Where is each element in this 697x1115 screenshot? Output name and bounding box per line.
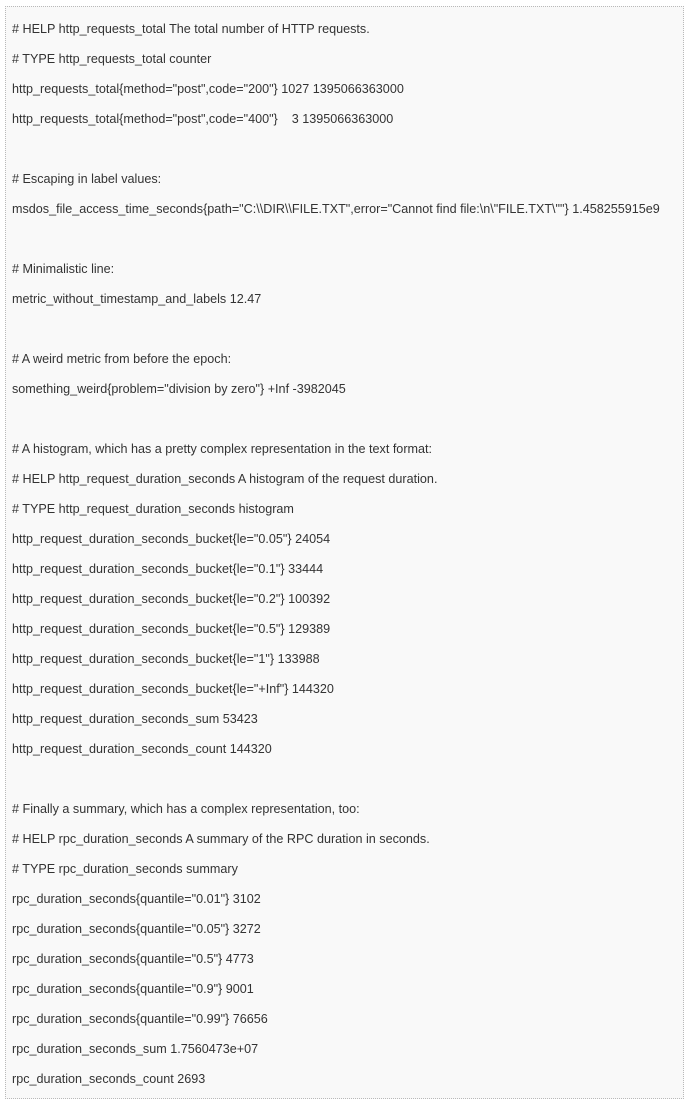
- code-line: metric_without_timestamp_and_labels 12.47: [12, 292, 262, 306]
- code-block: [5, 6, 684, 1099]
- code-line: rpc_duration_seconds{quantile="0.5"} 4773: [12, 952, 254, 966]
- code-line: # A histogram, which has a pretty complex representation in the text format:: [12, 442, 433, 456]
- code-blank-line: [12, 772, 679, 802]
- code-blank-line: [12, 232, 679, 262]
- code-line: # Minimalistic line:: [12, 262, 115, 276]
- code-line: rpc_duration_seconds{quantile="0.05"} 3272: [12, 922, 261, 936]
- code-line: http_request_duration_seconds_count 144320: [12, 742, 272, 756]
- code-line: rpc_duration_seconds{quantile="0.99"} 76656: [12, 1012, 268, 1026]
- code-line: http_request_duration_seconds_bucket{le="1"} 133988: [12, 652, 320, 666]
- code-line: rpc_duration_seconds_sum 1.7560473e+07: [12, 1042, 259, 1056]
- code-line: something_weird{problem="division by zero"} +Inf -3982045: [12, 382, 346, 396]
- code-line: # A weird metric from before the epoch:: [12, 352, 232, 366]
- code-blank-line: [12, 142, 679, 172]
- code-line: http_requests_total{method="post",code="200"} 1027 1395066363000: [12, 82, 404, 96]
- code-line: msdos_file_access_time_seconds{path="C:\\DIR\\FILE.TXT",error="Cannot find file:\n\"FILE.TXT\""} 1.458255915e9: [12, 202, 660, 216]
- code-blank-line: [12, 322, 679, 352]
- code-line: rpc_duration_seconds_count 2693: [12, 1072, 206, 1086]
- code-line: rpc_duration_seconds{quantile="0.9"} 9001: [12, 982, 254, 996]
- code-line: # HELP rpc_duration_seconds A summary of the RPC duration in seconds.: [12, 832, 430, 846]
- code-line: http_request_duration_seconds_bucket{le="0.2"} 100392: [12, 592, 331, 606]
- code-line: http_request_duration_seconds_bucket{le="0.1"} 33444: [12, 562, 324, 576]
- code-line: # TYPE http_requests_total counter: [12, 52, 212, 66]
- code-line: # HELP http_request_duration_seconds A histogram of the request duration.: [12, 472, 438, 486]
- code-line: # HELP http_requests_total The total number of HTTP requests.: [12, 22, 370, 36]
- code-line: http_request_duration_seconds_bucket{le="0.5"} 129389: [12, 622, 331, 636]
- code-line: # Escaping in label values:: [12, 172, 162, 186]
- code-line: http_request_duration_seconds_bucket{le="+Inf"} 144320: [12, 682, 334, 696]
- code-line: # TYPE http_request_duration_seconds histogram: [12, 502, 294, 516]
- code-line: http_request_duration_seconds_sum 53423: [12, 712, 258, 726]
- code-lines: [12, 22, 679, 1102]
- code-line: # TYPE rpc_duration_seconds summary: [12, 862, 238, 876]
- code-line: http_request_duration_seconds_bucket{le="0.05"} 24054: [12, 532, 331, 546]
- code-line: http_requests_total{method="post",code="400"} 3 1395066363000: [12, 112, 394, 126]
- code-line: # Finally a summary, which has a complex representation, too:: [12, 802, 360, 816]
- code-line: rpc_duration_seconds{quantile="0.01"} 3102: [12, 892, 261, 906]
- code-blank-line: [12, 412, 679, 442]
